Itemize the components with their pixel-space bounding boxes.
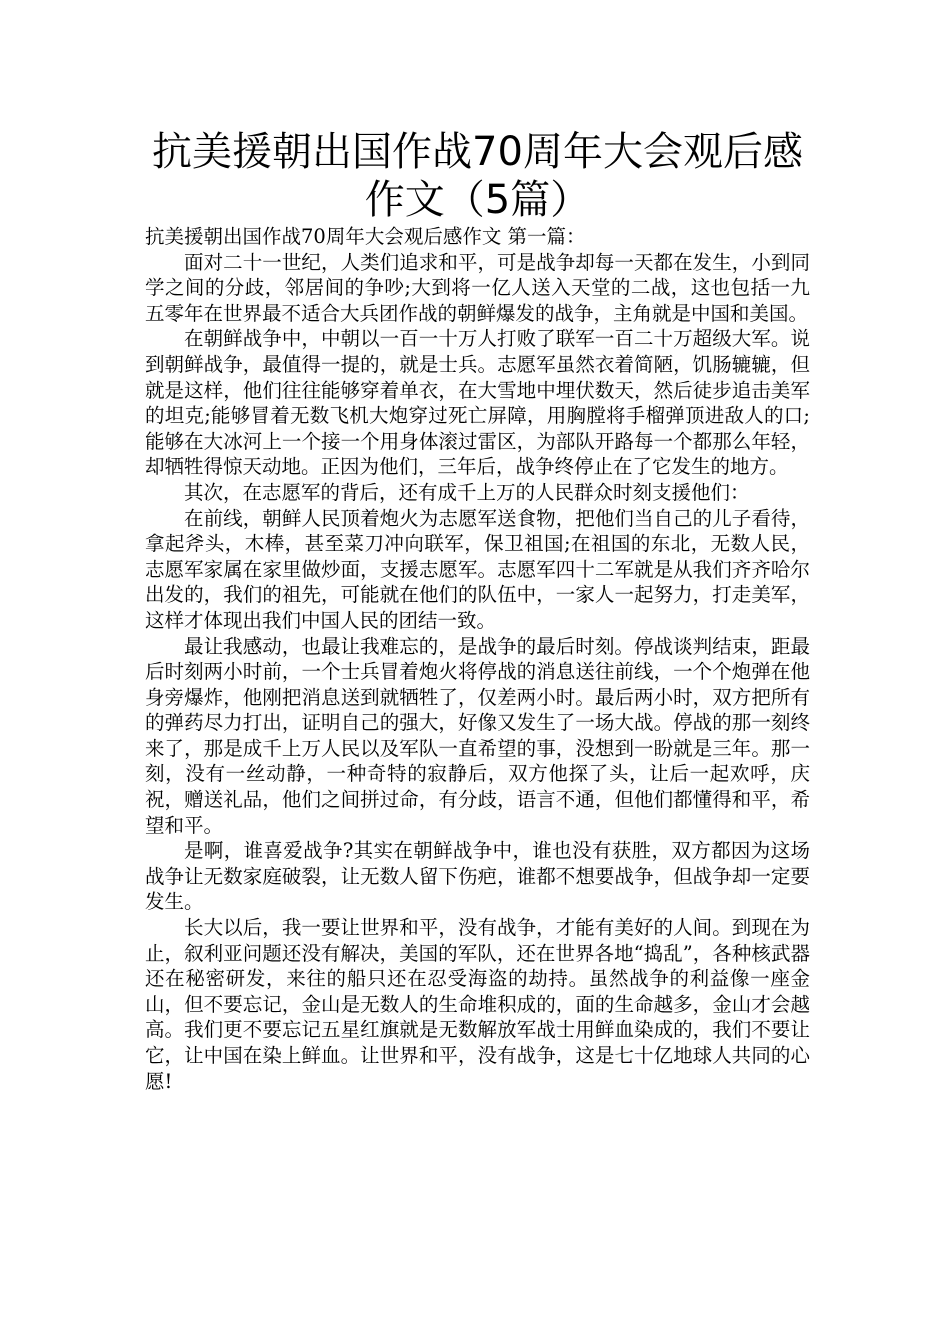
section-heading: 抗美援朝出国作战70周年大会观后感作文 第一篇：: [145, 225, 586, 248]
paragraph: 长大以后，我一要让世界和平，没有战争，才能有美好的人间。到现在为止，叙利亚问题还没有解决，美国的军队，还在世界各地“捣乱”，各种核武器还在秘密研发，来往的船只还在忍受海盗的劫持。虽然战争的利益像一座金山，但不要忘记，金山是无数人的生命堆积成的，面的生命越多，金山才会越高。我们更不要忘记五星红旗就是无数解放军战士用鲜血染成的，我们不要让它，让中国在染上鲜血。让世界和平，没有战争，这是七十亿地球人共同的心愿!: [145, 916, 810, 1093]
paragraph: 其次，在志愿军的背后，还有成千上万的人民群众时刻支援他们：: [184, 480, 750, 504]
paragraph: 最让我感动，也最让我难忘的，是战争的最后时刻。停战谈判结束，距最后时刻两小时前，一个士兵冒着炮火将停战的消息送往前线，一个个炮弹在他身旁爆炸，他刚把消息送到就牺牲了，仅差两小时。最后两小时，双方把所有的弹药尽力打出，证明自己的强大，好像又发生了一场大战。停战的那一刻终来了，那是成千上万人民以及军队一直希望的事，没想到一盼就是三年。那一刻，没有一丝动静，一种奇特的寂静后，双方他探了头，让后一起欢呼，庆祝，赠送礼品，他们之间拼过命，有分歧，语言不通，但他们都懂得和平，希望和平。: [145, 634, 810, 837]
paragraph: 在前线，朝鲜人民顶着炮火为志愿军送食物，把他们当自己的儿子看待，拿起斧头，木棒，甚至菜刀冲向联军，保卫祖国;在祖国的东北，无数人民，志愿军家属在家里做炒面，支援志愿军。志愿军四十二军就是从我们齐齐哈尔出发的，我们的祖先，可能就在他们的队伍中，一家人一起努力，打走美军，这样才体现出我们中国人民的团结一致。: [145, 506, 810, 632]
paragraph: 是啊，谁喜爱战争?其实在朝鲜战争中，谁也没有获胜，双方都因为这场战争让无数家庭破裂，让无数人留下伤疤，谁都不想要战争，但战争却一定要发生。: [145, 839, 810, 914]
paragraph: 在朝鲜战争中，中朝以一百一十万人打败了联军一百二十万超级大军。说到朝鲜战争，最值得一提的，就是士兵。志愿军虽然衣着简陋，饥肠辘辘，但就是这样，他们往往能够穿着单衣，在大雪地中埋伏数天，然后徒步追击美军的坦克;能够冒着无数飞机大炮穿过死亡屏障，用胸膛将手榴弹顶进敌人的口;能够在大冰河上一个接一个用身体滚过雷区，为部队开路每一个都那么年轻，却牺牲得惊天动地。正因为他们，三年后，战争终停止在了它发生的地方。: [145, 327, 810, 479]
document-page: [145, 128, 810, 1094]
paragraph: 面对二十一世纪，人类们追求和平，可是战争却每一天都在发生，小到同学之间的分歧，邻居间的争吵;大到将一亿人送入天堂的二战，这也包括一九五零年在世界最不适合大兵团作战的朝鲜爆发的战争，主角就是中国和美国。: [145, 250, 810, 325]
title-line-1: 抗美援朝出国作战70周年大会观后感: [152, 129, 803, 175]
document-title: [145, 128, 810, 224]
title-line-2: 作文（5篇）: [364, 177, 591, 223]
